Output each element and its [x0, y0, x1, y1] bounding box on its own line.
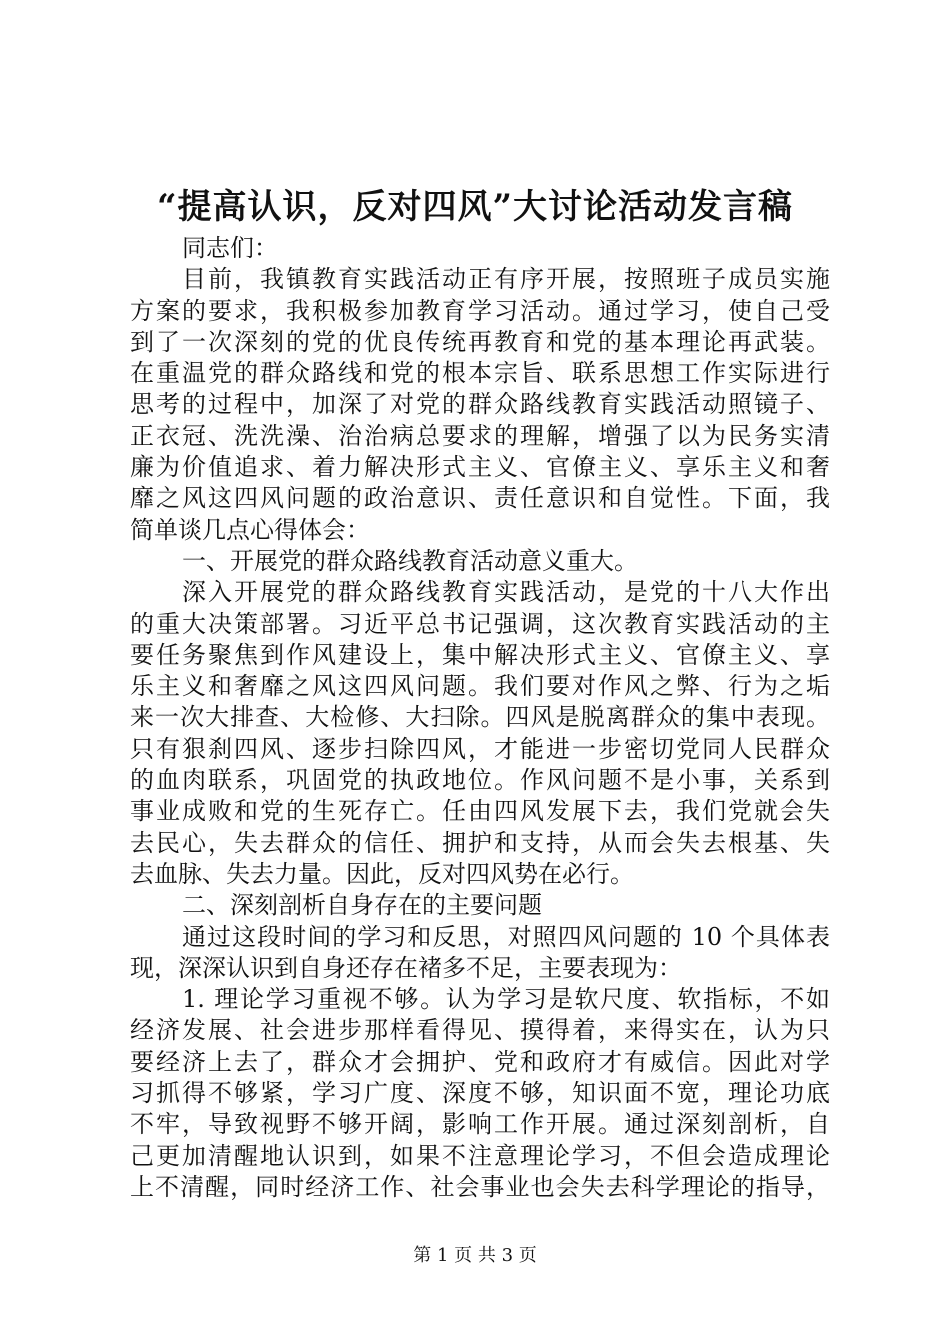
- paragraph-line: 现，深深认识到自身还存在褚多不足，主要表现为：: [130, 953, 682, 982]
- paragraph-line: 上不清醒，同时经济工作、社会事业也会失去科学理论的指导，: [130, 1172, 830, 1201]
- paragraph-line: 的重大决策部署。习近平总书记强调，这次教育实践活动的主: [130, 609, 830, 638]
- paragraph-line: 乐主义和奢靡之风这四风问题。我们要对作风之弊、行为之垢: [130, 672, 830, 701]
- paragraph-line: 到了一次深刻的党的优良传统再教育和党的基本理论再武装。: [130, 327, 830, 356]
- paragraph-line: 思考的过程中，加深了对党的群众路线教育实践活动照镜子、: [130, 390, 830, 419]
- document-title: “提高认识，反对四风”大讨论活动发言稿: [156, 187, 794, 227]
- paragraph-line: 己更加清醒地认识到，如果不注意理论学习，不但会造成理论: [130, 1141, 830, 1170]
- page-footer: 第 1 页 共 3 页: [413, 1245, 537, 1266]
- paragraph-line: 事业成败和党的生死存亡。任由四风发展下去，我们党就会失: [130, 797, 830, 826]
- document-body: [130, 233, 830, 1203]
- paragraph-line: 来一次大排查、大检修、大扫除。四风是脱离群众的集中表现。: [130, 703, 830, 732]
- salutation-line: 同志们：: [182, 234, 278, 262]
- paragraph-line: 要经济上去了，群众才会拥护、党和政府才有威信。因此对学: [130, 1047, 830, 1076]
- paragraph-line: 习抓得不够紧，学习广度、深度不够，知识面不宽，理论功底: [130, 1079, 830, 1108]
- paragraph-line: 简单谈几点心得体会：: [130, 515, 370, 544]
- paragraph-line: 去民心，失去群众的信任、拥护和支持，从而会失去根基、失: [130, 828, 830, 857]
- paragraph-line: 的血肉联系，巩固党的执政地位。作风问题不是小事，关系到: [130, 766, 830, 795]
- paragraph-line: 目前，我镇教育实践活动正有序开展，按照班子成员实施: [182, 265, 830, 294]
- paragraph-line: 去血脉、失去力量。因此，反对四风势在必行。: [130, 859, 634, 888]
- paragraph-line: 通过这段时间的学习和反思，对照四风问题的 10 个具体表: [182, 922, 830, 951]
- paragraph-line: 方案的要求，我积极参加教育学习活动。通过学习，使自己受: [130, 296, 830, 325]
- section-heading: 一、开展党的群众路线教育活动意义重大。: [182, 546, 638, 575]
- paragraph-line: 1. 理论学习重视不够。认为学习是软尺度、软指标，不如: [182, 985, 830, 1014]
- section-heading: 二、深刻剖析自身存在的主要问题: [182, 891, 542, 920]
- paragraph-line: 经济发展、社会进步那样看得见、摸得着，来得实在，认为只: [130, 1016, 830, 1045]
- paragraph-line: 靡之风这四风问题的政治意识、责任意识和自觉性。下面，我: [130, 484, 830, 513]
- paragraph-line: 廉为价值追求、着力解决形式主义、官僚主义、享乐主义和奢: [130, 453, 830, 482]
- paragraph-line: 不牢，导致视野不够开阔，影响工作开展。通过深刻剖析，自: [130, 1110, 830, 1139]
- paragraph-line: 要任务聚焦到作风建设上，集中解决形式主义、官僚主义、享: [130, 640, 830, 669]
- paragraph-line: 只有狠刹四风、逐步扫除四风，才能进一步密切党同人民群众: [130, 734, 830, 763]
- paragraph-line: 深入开展党的群众路线教育实践活动，是党的十八大作出: [182, 578, 830, 607]
- paragraph-line: 正衣冠、洗洗澡、治治病总要求的理解，增强了以为民务实清: [130, 421, 830, 450]
- paragraph-line: 在重温党的群众路线和党的根本宗旨、联系思想工作实际进行: [130, 359, 830, 388]
